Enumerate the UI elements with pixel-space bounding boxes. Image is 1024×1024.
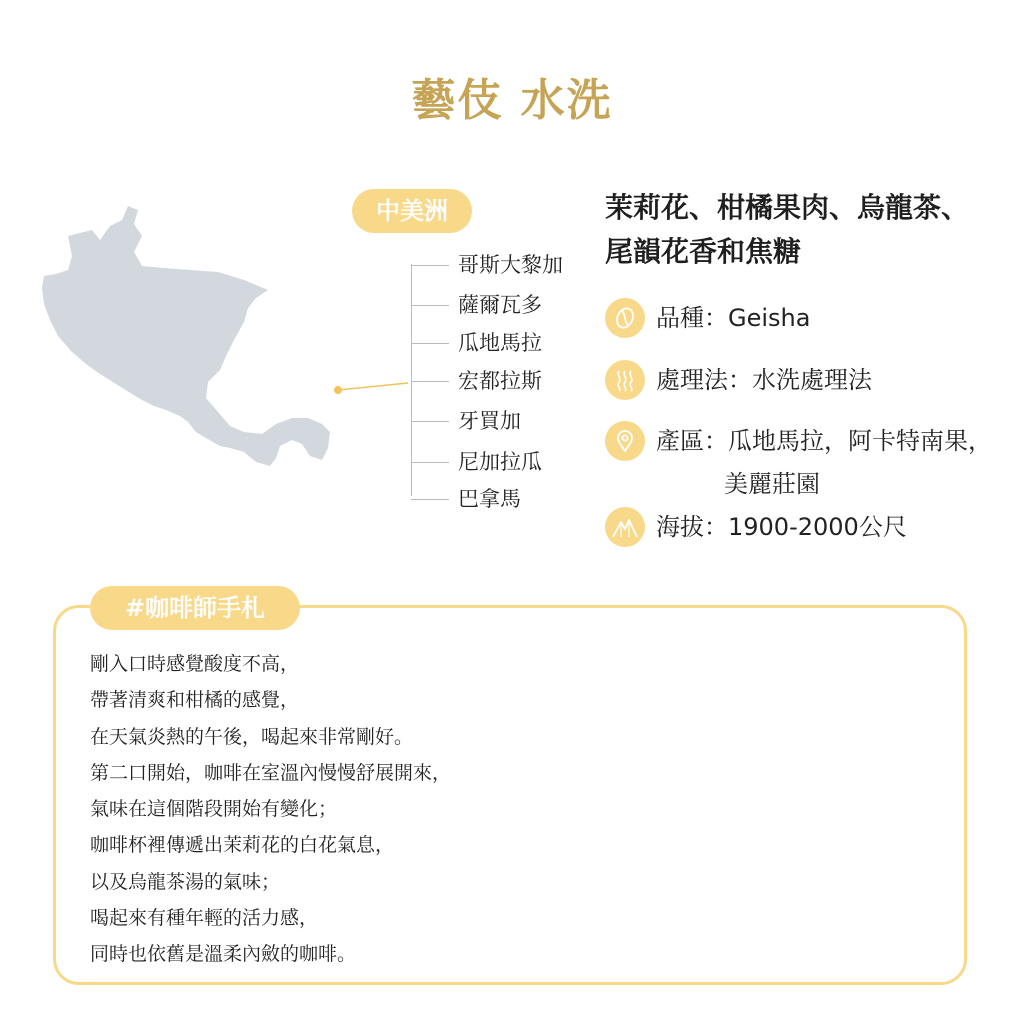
variety-row — [605, 298, 1015, 338]
variety-text: 品種：Geisha — [656, 304, 811, 332]
country-tick — [411, 499, 449, 500]
flavor-notes-line: 茉莉花、柑橘果肉、烏龍茶、 — [605, 191, 970, 224]
process-text: 處理法：水洗處理法 — [656, 366, 872, 394]
journal-line: 在天氣炎熱的午後，喝起來非常剛好。 — [90, 725, 414, 748]
country-name: 牙買加 — [458, 409, 521, 433]
country-tick — [411, 381, 449, 382]
journal-line: 第二口開始，咖啡在室溫內慢慢舒展開來， — [90, 761, 452, 784]
region-label: 中美洲 — [352, 189, 472, 233]
wavy-lines-icon — [605, 360, 645, 400]
mountain-icon — [605, 507, 645, 547]
coffee-bean-icon — [605, 298, 645, 338]
process-row — [605, 360, 1015, 400]
country-list — [408, 250, 598, 518]
country-name: 哥斯大黎加 — [458, 253, 563, 277]
altitude-row — [605, 507, 1015, 547]
journal-text — [90, 646, 910, 973]
journal-line: 喝起來有種年輕的活力感， — [90, 907, 319, 930]
country-tick — [411, 421, 449, 422]
journal-line: 以及烏龍茶湯的氣味； — [90, 870, 281, 893]
origin-text: 產區：瓜地馬拉，阿卡特南果， — [656, 427, 992, 455]
country-tick — [411, 305, 449, 306]
origin-text-continued: 美麗莊園 — [724, 470, 820, 498]
country-tick — [411, 265, 449, 266]
country-tick — [411, 462, 449, 463]
location-pin-icon — [605, 421, 645, 461]
central-america-map — [30, 200, 450, 480]
flavor-notes — [605, 186, 1005, 274]
page-title: 藝伎 水洗 — [411, 75, 613, 126]
country-name: 薩爾瓦多 — [458, 293, 542, 317]
journal-line: 同時也依舊是溫柔內斂的咖啡。 — [90, 943, 357, 966]
journal-line: 咖啡杯裡傳遞出茉莉花的白花氣息， — [90, 834, 395, 857]
journal-line: 剛入口時感覺酸度不高， — [90, 653, 300, 675]
country-name: 宏都拉斯 — [458, 369, 542, 393]
country-tick — [411, 343, 449, 344]
altitude-text: 海拔：1900-2000公尺 — [656, 513, 907, 541]
origin-row — [605, 421, 1015, 498]
journal-line: 氣味在這個階段開始有變化； — [90, 798, 338, 821]
journal-line: 帶著清爽和柑橘的感覺， — [90, 689, 300, 712]
region-marker-line — [338, 383, 408, 390]
central-america-landmass — [42, 206, 330, 466]
country-name: 瓜地馬拉 — [458, 331, 542, 355]
journal-tag: #咖啡師手札 — [90, 586, 300, 630]
flavor-notes-line: 尾韻花香和焦糖 — [605, 235, 802, 268]
country-name: 巴拿馬 — [458, 487, 521, 511]
country-name: 尼加拉瓜 — [458, 450, 542, 474]
